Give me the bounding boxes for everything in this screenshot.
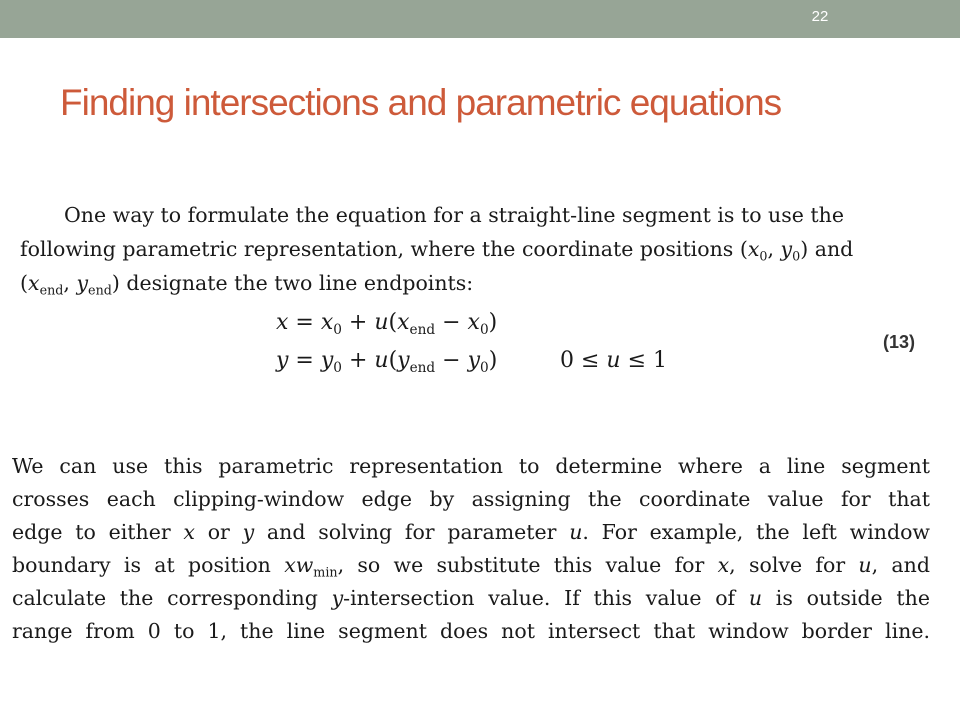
slide-number: 22 <box>811 8 829 25</box>
slide-title: Finding intersections and parametric equations <box>60 82 782 123</box>
equation-x: $x = x_0 + u(x_{end} - x_0)$ <box>276 310 498 338</box>
intro-paragraph <box>20 198 932 300</box>
body-line-6: range from 0 to 1, the line segment does not intersect that window border line. <box>12 619 930 643</box>
body-paragraph <box>12 450 930 648</box>
equation-y: $y = y_0 + u(y_{end} - y_0)$ <box>276 348 498 376</box>
body-line-3: edge to either x or y and solving for parameter u. For example, the left window <box>12 520 930 544</box>
intro-line-3: ($x_{end}$, $y_{end}$) designate the two line endpoints: <box>20 271 474 298</box>
equation-number: (13) <box>883 332 916 352</box>
body-line-4: boundary is at position $xw_{min}$, so we substitute this value for x, solve for u, and <box>12 553 930 580</box>
intro-line-2: following parametric representation, where the coordinate positions ($x_0$, $y_0$) and <box>20 237 854 264</box>
body-line-5: calculate the corresponding y-intersection value. If this value of u is outside the <box>12 586 930 610</box>
intro-line-1: One way to formulate the equation for a straight-line segment is to use the <box>64 203 844 227</box>
equation-range: 0 ≤ u ≤ 1 <box>560 348 668 373</box>
top-bar <box>0 0 960 38</box>
body-line-1: We can use this parametric representation to determine where a line segment <box>12 454 930 478</box>
body-line-2: crosses each clipping-window edge by assigning the coordinate value for that <box>12 487 930 511</box>
